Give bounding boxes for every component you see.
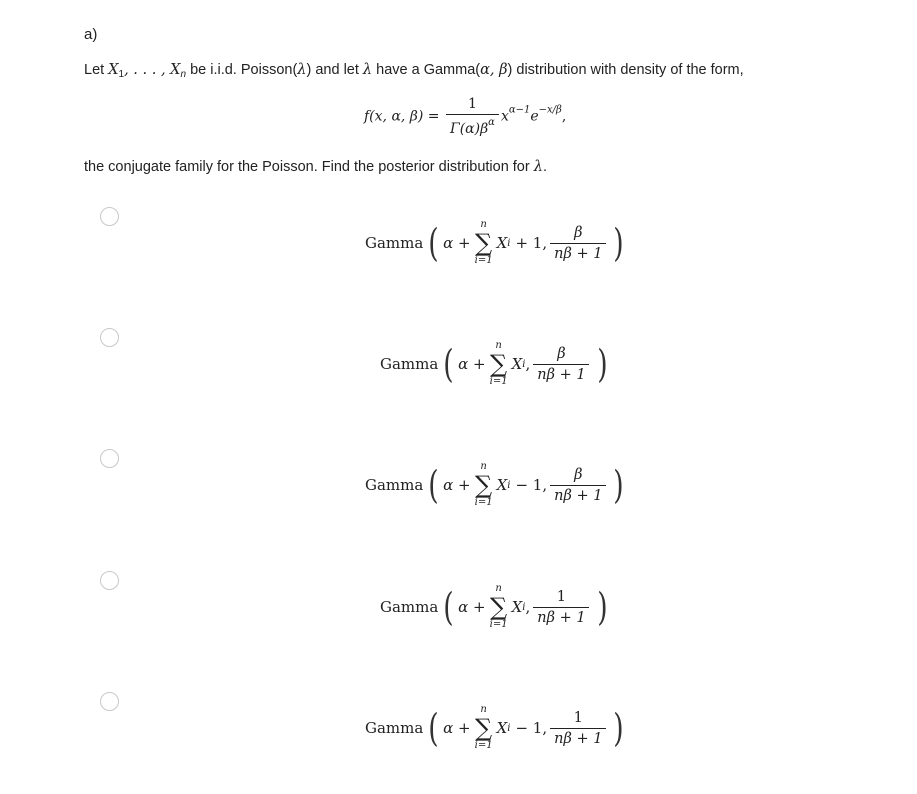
fraction-denominator: nβ + 1 (554, 487, 603, 504)
math-x: X (108, 62, 119, 78)
sum-lower: i=1 (474, 740, 493, 751)
right-paren: ) (596, 342, 608, 386)
x-i-sub: i (522, 601, 526, 613)
scale-fraction (533, 589, 589, 626)
question-text-part: have a Gamma( (372, 62, 481, 78)
option-5-expression[interactable] (365, 705, 628, 751)
x-i: X (496, 234, 508, 252)
question-text-part: ) distribution with density of the form, (507, 62, 744, 78)
option-3-radio[interactable] (100, 449, 119, 468)
sum-upper: n (480, 461, 487, 472)
alpha-plus: α + (458, 598, 486, 616)
sum-upper: n (495, 340, 502, 351)
question-text (84, 62, 744, 80)
formula-numerator: 1 (446, 96, 499, 115)
formula-fraction (446, 96, 499, 137)
gamma-label: Gamma (365, 719, 424, 737)
gamma-label: Gamma (380, 598, 439, 616)
sum-upper: n (495, 583, 502, 594)
sum-lower: i=1 (474, 497, 493, 508)
fraction-numerator: β (550, 225, 606, 244)
shift-term: − 1, (515, 476, 548, 494)
math-lambda: λ (362, 62, 373, 78)
question-text-part: be i.i.d. Poisson( (186, 62, 298, 78)
formula-e-sup: −x/β (538, 104, 562, 116)
instruction-text-part: . (542, 159, 547, 175)
instruction-text (84, 159, 547, 175)
summation (490, 341, 508, 387)
question-text-part: ) and let (306, 62, 363, 78)
math-lambda: λ (297, 62, 307, 78)
fraction-denominator: nβ + 1 (554, 730, 603, 747)
summation (475, 462, 493, 508)
fraction-numerator: 1 (550, 710, 606, 729)
math-lambda: λ (533, 159, 543, 175)
math-alpha-beta: α, β (480, 62, 508, 78)
option-4-expression[interactable] (380, 584, 611, 630)
sum-lower: i=1 (489, 376, 508, 387)
sum-lower: i=1 (489, 619, 508, 630)
formula-x-sup: α−1 (508, 104, 531, 116)
shift-term: − 1, (515, 719, 548, 737)
scale-fraction (533, 346, 589, 383)
scale-fraction (550, 225, 606, 262)
x-i-sub: i (522, 358, 526, 370)
x-i-sub: i (507, 722, 511, 734)
formula-denominator (446, 115, 499, 137)
option-4-radio[interactable] (100, 571, 119, 590)
sum-lower: i=1 (474, 255, 493, 266)
formula-lhs: f(x, α, β) = (364, 108, 440, 125)
right-paren: ) (613, 463, 625, 507)
x-i-sub: i (507, 479, 511, 491)
gamma-label: Gamma (365, 234, 424, 252)
x-i: X (511, 598, 523, 616)
sum-symbol: ∑ (475, 229, 493, 257)
right-paren: ) (613, 221, 625, 265)
scale-fraction (550, 710, 606, 747)
left-paren: ( (443, 585, 454, 629)
fraction-denominator: nβ + 1 (537, 609, 586, 626)
gamma-label: Gamma (380, 355, 439, 373)
right-paren: ) (613, 706, 625, 750)
fraction-denominator: nβ + 1 (537, 366, 586, 383)
sum-upper: n (480, 704, 487, 715)
sum-upper: n (480, 219, 487, 230)
sum-symbol: ∑ (490, 593, 508, 621)
option-3-expression[interactable] (365, 462, 628, 508)
left-paren: ( (428, 463, 439, 507)
option-2-radio[interactable] (100, 328, 119, 347)
formula-comma: , (561, 108, 567, 125)
summation (475, 220, 493, 266)
fraction-denominator: nβ + 1 (554, 245, 603, 262)
density-formula (364, 96, 566, 137)
x-i-sub: i (507, 237, 511, 249)
right-paren: ) (596, 585, 608, 629)
math-subscript: n (180, 69, 187, 80)
instruction-text-part: the conjugate family for the Poisson. Find the posterior distribution for (84, 159, 534, 175)
sum-symbol: ∑ (475, 714, 493, 742)
option-5-radio[interactable] (100, 692, 119, 711)
fraction-numerator: 1 (533, 589, 589, 608)
option-1-radio[interactable] (100, 207, 119, 226)
option-2-expression[interactable] (380, 341, 611, 387)
sum-symbol: ∑ (490, 350, 508, 378)
formula-x: x (500, 108, 509, 125)
fraction-numerator: β (533, 346, 589, 365)
left-paren: ( (428, 706, 439, 750)
formula-den-text: Γ(α)β (449, 121, 489, 137)
alpha-plus: α + (443, 234, 471, 252)
summation (475, 705, 493, 751)
alpha-plus: α + (443, 476, 471, 494)
left-paren: ( (443, 342, 454, 386)
math-subscript: 1 (118, 69, 125, 80)
shift-term: + 1, (515, 234, 548, 252)
x-i: X (511, 355, 523, 373)
shift-term: , (525, 598, 531, 616)
fraction-numerator: β (550, 467, 606, 486)
gamma-label: Gamma (365, 476, 424, 494)
shift-term: , (525, 355, 531, 373)
sum-symbol: ∑ (475, 471, 493, 499)
part-label: a) (84, 26, 98, 43)
x-i: X (496, 476, 508, 494)
summation (490, 584, 508, 630)
left-paren: ( (428, 221, 439, 265)
question-text-part: Let (84, 62, 109, 78)
alpha-plus: α + (443, 719, 471, 737)
alpha-plus: α + (458, 355, 486, 373)
x-i: X (496, 719, 508, 737)
scale-fraction (550, 467, 606, 504)
formula-den-sup: α (488, 117, 495, 128)
option-1-expression[interactable] (365, 220, 628, 266)
math-xn: , . . . , X (124, 62, 181, 78)
formula-e: e (530, 108, 539, 125)
